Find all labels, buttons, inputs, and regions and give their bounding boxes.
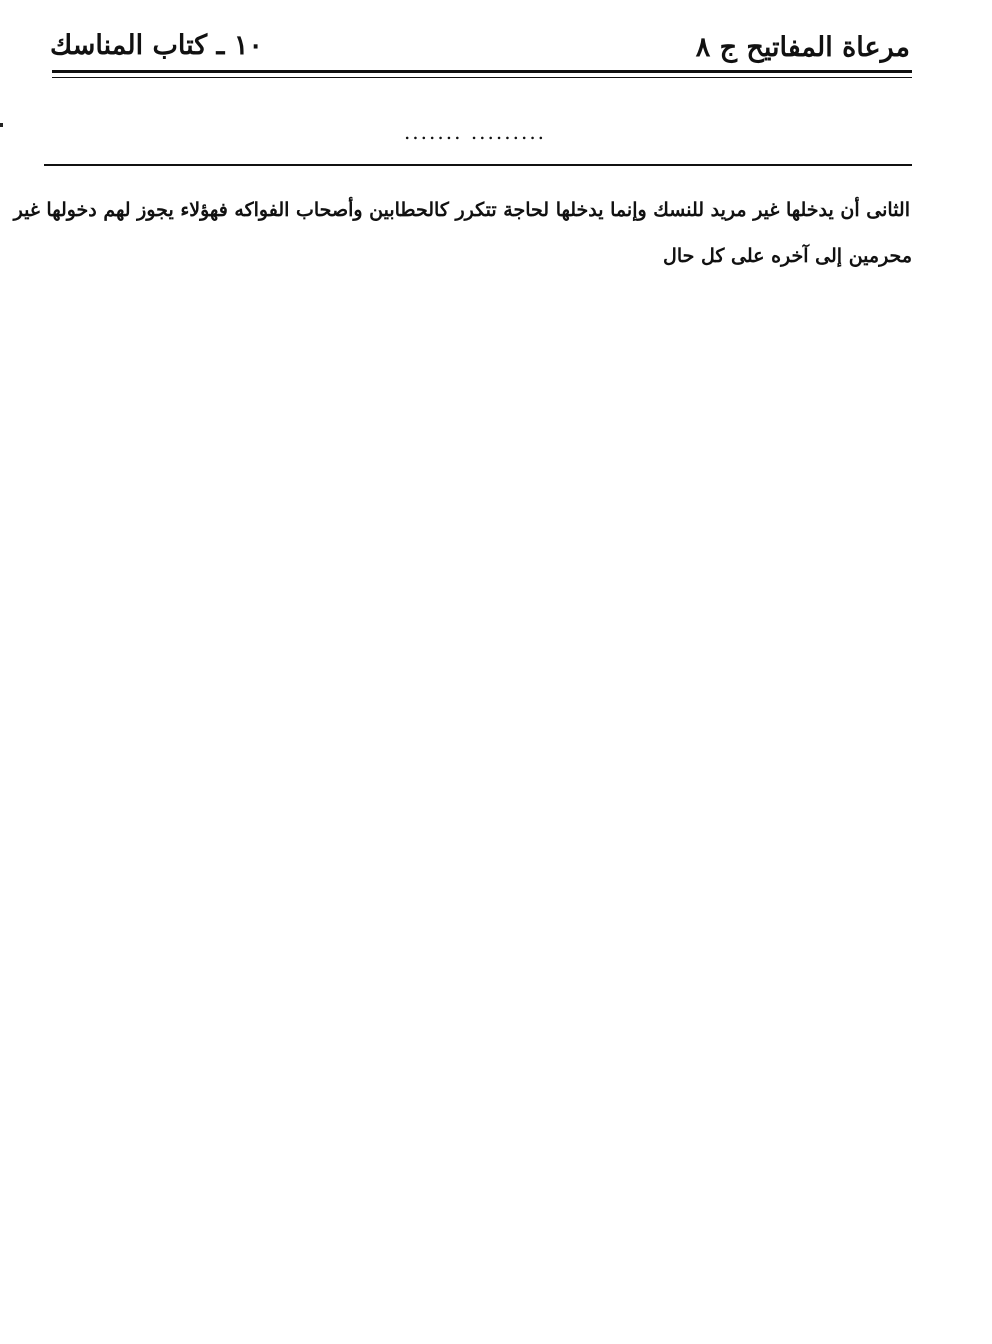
body-paragraph-line-1: الثانى أن يدخلها غير مريد للنسك وإنما يدخلها لحاجة تتكرر كالحطابين وأصحاب الفواكه فهؤلاء يجوز لهم دخولها غير	[13, 199, 910, 221]
omission-dots: ....... .........	[403, 120, 547, 144]
body-paragraph-line-2-cropped	[44, 232, 912, 267]
running-title-left: ١٠ ـ كتاب المناسك	[50, 30, 263, 61]
section-divider-rule	[44, 164, 912, 166]
body-paragraph-line-2: محرمين إلى آخره على كل حال	[663, 245, 912, 267]
scan-artifact-mark	[0, 123, 3, 127]
page-header	[48, 26, 912, 72]
header-rule-thin	[52, 77, 912, 78]
running-title-right: مرعاة المفاتيح ج ٨	[695, 32, 910, 63]
header-rule-thick	[52, 70, 912, 73]
